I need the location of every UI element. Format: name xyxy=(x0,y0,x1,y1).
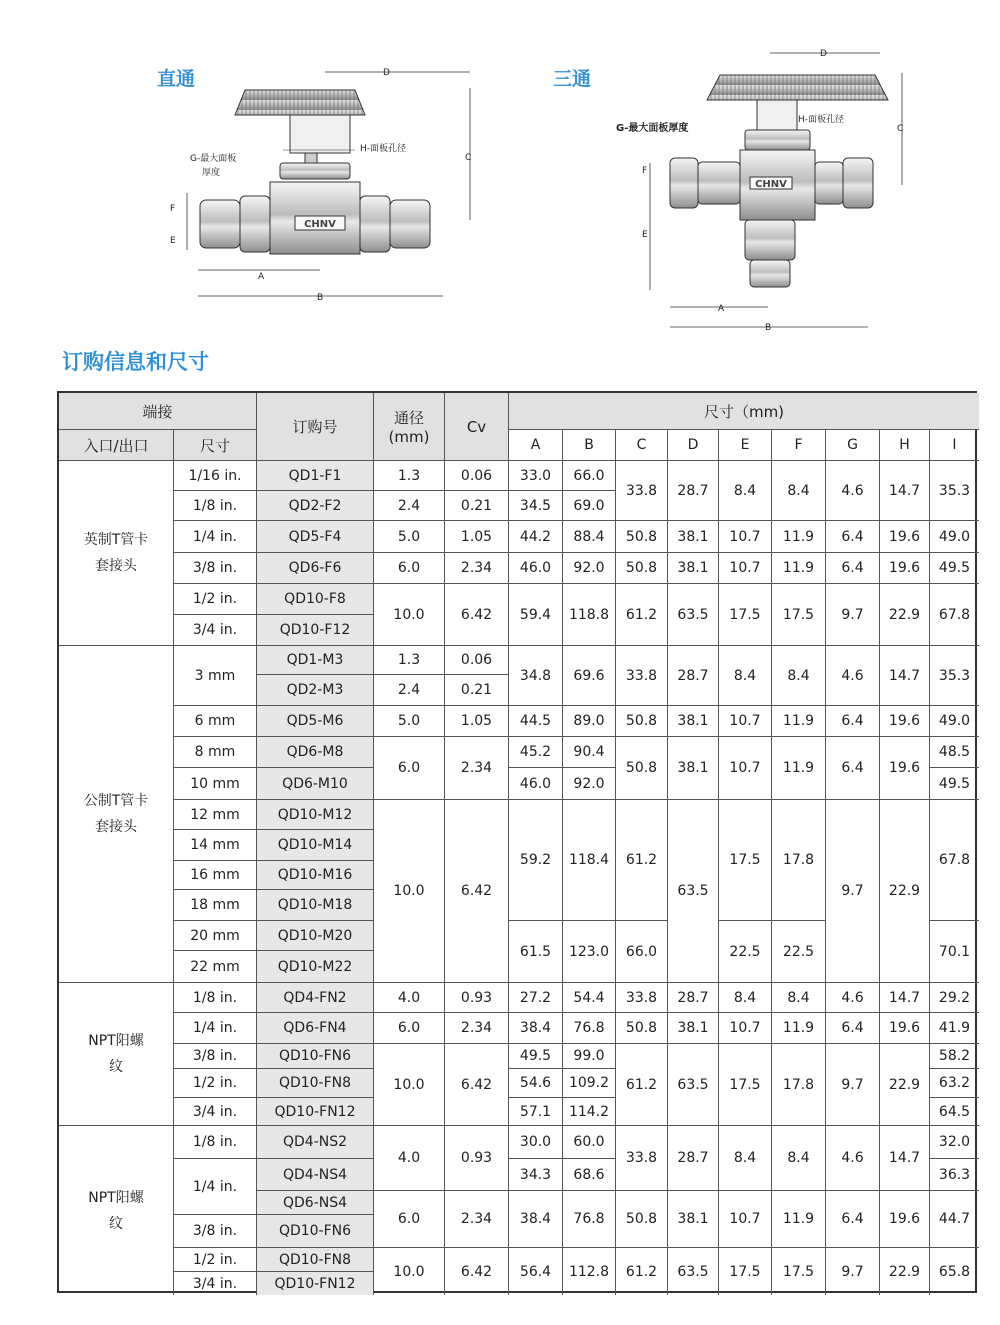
cell-h-ns_top: 14.7 xyxy=(880,1126,930,1191)
header-dim-h: H xyxy=(880,430,930,461)
cell-a-m_big_top: 59.2 xyxy=(509,800,563,921)
cell-i-row-18: 41.9 xyxy=(930,1013,979,1044)
cell-h-row-3: 19.6 xyxy=(880,553,930,584)
cell-f-ns_big: 17.5 xyxy=(772,1248,826,1295)
straight-valve-diagram xyxy=(165,60,485,310)
cell-h-ns_mid: 19.6 xyxy=(880,1191,930,1248)
cell-order-row-9: QD6-M8 xyxy=(257,737,374,768)
header-dim-c: C xyxy=(616,430,668,461)
cell-c-row-2: 50.8 xyxy=(616,521,668,553)
cell-order-row-20: QD10-FN8 xyxy=(257,1069,374,1098)
cell-i-row-3: 49.5 xyxy=(930,553,979,584)
cell-size-row-19: 3/8 in. xyxy=(174,1044,257,1069)
cell-order-row-10: QD6-M10 xyxy=(257,768,374,800)
cell-c-m3: 33.8 xyxy=(616,646,668,706)
cell-b-row-22: 60.0 xyxy=(563,1126,616,1159)
cell-f-row-17: 8.4 xyxy=(772,983,826,1013)
cell-size-row-16: 22 mm xyxy=(174,951,257,983)
cell-i-m_big_bot: 70.1 xyxy=(930,921,979,983)
cell-d-ns_mid: 38.1 xyxy=(668,1191,719,1248)
cell-size-row-26: 1/2 in. xyxy=(174,1248,257,1272)
cell-g-row-8: 6.4 xyxy=(826,706,880,737)
cell-i-row-2: 49.0 xyxy=(930,521,979,553)
cell-h-m_mid: 19.6 xyxy=(880,737,930,800)
cell-order-row-11: QD10-M12 xyxy=(257,800,374,830)
straight-dim-f: F xyxy=(170,204,176,214)
cell-size-row-11: 12 mm xyxy=(174,800,257,830)
cell-i-m3: 35.3 xyxy=(930,646,979,706)
cell-g-m3: 4.6 xyxy=(826,646,880,706)
cell-order-row-4: QD10-F8 xyxy=(257,584,374,615)
cell-f-fn_big: 17.8 xyxy=(772,1044,826,1126)
cell-size-row-8: 6 mm xyxy=(174,706,257,737)
cell-size-row-18: 1/4 in. xyxy=(174,1013,257,1044)
cell-c-ns_top: 33.8 xyxy=(616,1126,668,1191)
cell-g-fn_big: 9.7 xyxy=(826,1044,880,1126)
cell-g-ns_big: 9.7 xyxy=(826,1248,880,1295)
cell-size-row-27: 3/4 in. xyxy=(174,1272,257,1295)
cell-order-row-14: QD10-M18 xyxy=(257,890,374,921)
cell-c-f_big: 61.2 xyxy=(616,584,668,646)
straight-g-label: G-最大面板 xyxy=(190,154,237,164)
cell-i-ns_big: 65.8 xyxy=(938,1263,971,1280)
cell-order-row-13: QD10-M16 xyxy=(257,861,374,890)
cell-size-row-10: 10 mm xyxy=(174,768,257,800)
header-order-number: 订购号 xyxy=(257,393,374,461)
cell-b-row-17: 54.4 xyxy=(563,983,616,1013)
cell-bore-ns_top: 4.0 xyxy=(374,1126,445,1191)
cell-order-row-22: QD4-NS2 xyxy=(257,1126,374,1159)
header-inlet-outlet: 入口/出口 xyxy=(59,430,174,461)
cell-d-row-17: 28.7 xyxy=(668,983,719,1013)
cell-size-row-21: 3/4 in. xyxy=(174,1098,257,1126)
cell-c-f_top_cd: 33.8 xyxy=(616,461,668,521)
cell-h-row-17: 14.7 xyxy=(880,983,930,1013)
cell-h-f_top_cd: 14.7 xyxy=(880,461,930,521)
cell-e-fn_big: 17.5 xyxy=(719,1044,772,1126)
cell-cv-m_big: 6.42 xyxy=(445,800,509,983)
cell-f-m_big_bot: 22.5 xyxy=(772,921,826,983)
cell-a-row-19: 49.5 xyxy=(509,1044,563,1069)
cell-order-row-15: QD10-M20 xyxy=(257,921,374,951)
header-dim-e: E xyxy=(719,430,772,461)
cell-size-row-17: 1/8 in. xyxy=(174,983,257,1013)
group-npt-male-1: NPT阳螺纹 xyxy=(59,983,174,1126)
cell-bore-m_big: 10.0 xyxy=(374,800,445,983)
cell-size-row-2: 1/4 in. xyxy=(174,521,257,553)
cell-g-ns_top: 4.6 xyxy=(826,1126,880,1191)
cell-g-m_mid: 6.4 xyxy=(826,737,880,800)
cell-d-f_top_cd: 28.7 xyxy=(668,461,719,521)
group-imperial-tube: 英制T管卡套接头 xyxy=(59,461,174,646)
cell-bore-row-0: 1.3 xyxy=(374,461,445,491)
cell-size-row-0: 1/16 in. xyxy=(174,461,257,491)
cell-cv-fn_big: 6.42 xyxy=(445,1044,509,1126)
cell-b-row-9: 90.4 xyxy=(563,737,616,768)
cell-i-row-21: 64.5 xyxy=(930,1098,979,1126)
group-npt-male-2: NPT阳螺纹 xyxy=(59,1126,174,1295)
cell-size-row-14: 18 mm xyxy=(174,890,257,921)
header-dim-i: I xyxy=(930,430,979,461)
cell-b-ns_mid: 76.8 xyxy=(563,1191,616,1248)
cell-cv-row-6: 0.06 xyxy=(445,646,509,675)
cell-i-row-23: 36.3 xyxy=(930,1159,979,1191)
cell-cv-row-1: 0.21 xyxy=(445,491,509,521)
cell-d-ns_big: 63.5 xyxy=(668,1248,719,1295)
cell-a-row-23: 34.3 xyxy=(509,1159,563,1191)
cell-cv-ns_top: 0.93 xyxy=(445,1126,509,1191)
cell-size-row-20: 1/2 in. xyxy=(174,1069,257,1098)
cell-d-m_big: 63.5 xyxy=(668,800,719,983)
cell-e-f_big: 17.5 xyxy=(719,584,772,646)
cell-g-row-2: 6.4 xyxy=(826,521,880,553)
cell-order-row-21: QD10-FN12 xyxy=(257,1098,374,1126)
cell-b-row-20: 109.2 xyxy=(563,1069,616,1098)
straight-dim-e: E xyxy=(170,236,176,246)
section-title: 订购信息和尺寸 xyxy=(62,350,209,374)
cell-g-row-17: 4.6 xyxy=(826,983,880,1013)
cell-bore-ns_big: 10.0 xyxy=(374,1248,445,1295)
cell-bore-ns_mid: 6.0 xyxy=(374,1191,445,1248)
header-dim-f: F xyxy=(772,430,826,461)
straight-brand-label: CHNV xyxy=(304,219,336,230)
cell-h-row-8: 19.6 xyxy=(880,706,930,737)
cell-e-m3: 8.4 xyxy=(719,646,772,706)
cell-i-ns_mid: 44.7 xyxy=(930,1191,979,1248)
cell-bore-row-1: 2.4 xyxy=(374,491,445,521)
cell-c-row-17: 33.8 xyxy=(616,983,668,1013)
cell-i-row-10: 49.5 xyxy=(930,768,979,800)
cell-size-row-1: 1/8 in. xyxy=(174,491,257,521)
cell-b-m3: 69.6 xyxy=(563,646,616,706)
cell-c-m_big_bot: 66.0 xyxy=(616,921,668,983)
cell-d-m3: 28.7 xyxy=(668,646,719,706)
straight-dim-b: B xyxy=(317,293,324,303)
cell-cv-row-17: 0.93 xyxy=(445,983,509,1013)
cell-b-row-21: 114.2 xyxy=(563,1098,616,1126)
cell-size-row-4: 1/2 in. xyxy=(174,584,257,615)
cell-f-ns_top: 8.4 xyxy=(772,1126,826,1191)
cell-c-m_mid: 50.8 xyxy=(616,737,668,800)
cell-e-row-2: 10.7 xyxy=(719,521,772,553)
header-bore xyxy=(374,393,445,461)
cell-g-f_big: 9.7 xyxy=(826,584,880,646)
three-way-valve-diagram xyxy=(610,45,910,340)
cell-a-row-1: 34.5 xyxy=(509,491,563,521)
cell-b-row-10: 92.0 xyxy=(563,768,616,800)
cell-order-row-25: QD10-FN6 xyxy=(257,1215,374,1248)
straight-h-label: H-面板孔径 xyxy=(360,144,407,154)
cell-b-row-1: 69.0 xyxy=(563,491,616,521)
straight-dim-c: C xyxy=(465,153,472,163)
cell-f-m_mid: 11.9 xyxy=(772,737,826,800)
three-way-dim-e: E xyxy=(642,230,648,240)
straight-dim-a: A xyxy=(258,272,265,282)
cell-order-row-27: QD10-FN12 xyxy=(257,1272,374,1295)
cell-d-f_big: 63.5 xyxy=(668,584,719,646)
cell-a-row-20: 54.6 xyxy=(509,1069,563,1098)
cell-cv-ns_big: 6.42 xyxy=(445,1248,509,1295)
cell-b-row-19: 99.0 xyxy=(563,1044,616,1069)
three-way-dim-a: A xyxy=(718,304,725,314)
header-cv: Cv xyxy=(445,393,509,461)
cell-size-row-9: 8 mm xyxy=(174,737,257,768)
cell-d-ns_top: 28.7 xyxy=(668,1126,719,1191)
cell-e-ns_mid: 10.7 xyxy=(719,1191,772,1248)
straight-valve-title: 直通 xyxy=(157,68,196,90)
cell-c-ns_big: 61.2 xyxy=(616,1248,668,1295)
cell-h-m3: 14.7 xyxy=(880,646,930,706)
cell-order-row-19: QD10-FN6 xyxy=(257,1044,374,1069)
cell-d-row-3: 38.1 xyxy=(668,553,719,584)
three-way-h-label: H-面板孔径 xyxy=(798,115,845,125)
cell-size-ns_mid: 3/8 in. xyxy=(174,1215,257,1248)
cell-bore-row-17: 4.0 xyxy=(374,983,445,1013)
cell-a-ns_big: 56.4 xyxy=(509,1248,563,1295)
cell-order-row-12: QD10-M14 xyxy=(257,830,374,861)
cell-i-row-8: 49.0 xyxy=(930,706,979,737)
cell-i-f_big: 67.8 xyxy=(930,584,979,646)
cell-b-row-23: 68.6 xyxy=(563,1159,616,1191)
cell-bore-row-18: 6.0 xyxy=(374,1013,445,1044)
cell-order-row-17: QD4-FN2 xyxy=(257,983,374,1013)
group-metric-tube: 公制T管卡套接头 xyxy=(59,646,174,983)
cell-cv-row-8: 1.05 xyxy=(445,706,509,737)
cell-b-m_big_top: 118.4 xyxy=(563,800,616,921)
header-size: 尺寸 xyxy=(174,430,257,461)
cell-order-row-18: QD6-FN4 xyxy=(257,1013,374,1044)
cell-g-ns_mid: 6.4 xyxy=(826,1191,880,1248)
cell-a-row-17: 27.2 xyxy=(509,983,563,1013)
cell-f-row-18: 11.9 xyxy=(772,1013,826,1044)
cell-e-m_big_bot: 22.5 xyxy=(719,921,772,983)
cell-c-row-3: 50.8 xyxy=(616,553,668,584)
header-dim-d: D xyxy=(668,430,719,461)
cell-c-ns_mid: 50.8 xyxy=(616,1191,668,1248)
cell-order-row-8: QD5-M6 xyxy=(257,706,374,737)
cell-d-row-2: 38.1 xyxy=(668,521,719,553)
cell-e-row-8: 10.7 xyxy=(719,706,772,737)
cell-cv-row-18: 2.34 xyxy=(445,1013,509,1044)
cell-size-ns_14: 1/4 in. xyxy=(174,1159,257,1215)
straight-dim-d: D xyxy=(383,68,390,78)
cell-a-row-3: 46.0 xyxy=(509,553,563,584)
cell-a-row-2: 44.2 xyxy=(509,521,563,553)
cell-a-row-21: 57.1 xyxy=(509,1098,563,1126)
header-bore-label: 通径 xyxy=(393,409,424,427)
cell-i-row-19: 58.2 xyxy=(930,1044,979,1069)
cell-size-row-5: 3/4 in. xyxy=(174,615,257,646)
three-way-valve-title: 三通 xyxy=(553,68,592,90)
cell-size-row-13: 16 mm xyxy=(174,861,257,890)
three-way-dim-c: C xyxy=(897,124,904,134)
cell-size-row-15: 20 mm xyxy=(174,921,257,951)
cell-a-row-18: 38.4 xyxy=(509,1013,563,1044)
cell-f-f_top_cd: 8.4 xyxy=(772,461,826,521)
cell-size-m3: 3 mm xyxy=(174,646,257,706)
cell-g-row-3: 6.4 xyxy=(826,553,880,584)
cell-e-row-17: 8.4 xyxy=(719,983,772,1013)
cell-g-m_big: 9.7 xyxy=(826,800,880,983)
cell-h-row-18: 19.6 xyxy=(880,1013,930,1044)
header-dimensions: 尺寸（mm) xyxy=(509,393,979,430)
cell-h-m_big: 22.9 xyxy=(880,800,930,983)
cell-b-row-8: 89.0 xyxy=(563,706,616,737)
three-way-dim-b: B xyxy=(765,323,772,333)
cell-order-row-6: QD1-M3 xyxy=(257,646,374,675)
cell-order-row-5: QD10-F12 xyxy=(257,615,374,646)
cell-size-row-3: 3/8 in. xyxy=(174,553,257,584)
cell-order-row-23: QD4-NS4 xyxy=(257,1159,374,1191)
cell-b-row-3: 92.0 xyxy=(563,553,616,584)
cell-h-fn_big: 22.9 xyxy=(880,1044,930,1126)
cell-a-f_big: 59.4 xyxy=(509,584,563,646)
cell-f-ns_mid: 11.9 xyxy=(772,1191,826,1248)
cell-f-m3: 8.4 xyxy=(772,646,826,706)
cell-b-row-18: 76.8 xyxy=(563,1013,616,1044)
header-dim-a: A xyxy=(509,430,563,461)
cell-a-row-0: 33.0 xyxy=(509,461,563,491)
cell-i-row-22: 32.0 xyxy=(930,1126,979,1159)
cell-bore-row-3: 6.0 xyxy=(374,553,445,584)
cell-order-row-1: QD2-F2 xyxy=(257,491,374,521)
cell-d-row-18: 38.1 xyxy=(668,1013,719,1044)
cell-a-ns_mid: 38.4 xyxy=(509,1191,563,1248)
cell-h-ns_big: 22.9 xyxy=(880,1248,930,1295)
cell-b-m_big_bot: 123.0 xyxy=(563,921,616,983)
cell-b-row-2: 88.4 xyxy=(563,521,616,553)
cell-d-fn_big: 63.5 xyxy=(668,1044,719,1126)
cell-i-row-20: 63.2 xyxy=(930,1069,979,1098)
cell-cv-row-7: 0.21 xyxy=(445,675,509,706)
cell-f-row-3: 11.9 xyxy=(772,553,826,584)
cell-order-row-0: QD1-F1 xyxy=(257,461,374,491)
three-way-dim-f: F xyxy=(642,166,648,176)
cell-a-m_big_bot: 61.5 xyxy=(509,921,563,983)
spec-table xyxy=(57,391,977,1293)
three-way-g-label: G-最大面板厚度 xyxy=(616,123,689,134)
cell-i-f_top_cd: 35.3 xyxy=(930,461,979,521)
cell-bore-fn_big: 10.0 xyxy=(374,1044,445,1126)
cell-b-ns_big: 112.8 xyxy=(563,1248,616,1295)
cell-a-row-22: 30.0 xyxy=(509,1126,563,1159)
cell-bore-row-2: 5.0 xyxy=(374,521,445,553)
cell-c-row-8: 50.8 xyxy=(616,706,668,737)
cell-a-m3: 34.8 xyxy=(509,646,563,706)
cell-bore-m_mid: 6.0 xyxy=(374,737,445,800)
cell-bore-row-7: 2.4 xyxy=(374,675,445,706)
cell-i-row-9: 48.5 xyxy=(930,737,979,768)
cell-e-ns_top: 8.4 xyxy=(719,1126,772,1191)
cell-a-row-9: 45.2 xyxy=(509,737,563,768)
three-way-brand-label: CHNV xyxy=(755,179,787,190)
cell-c-m_big_top: 61.2 xyxy=(616,800,668,921)
cell-cv-m_mid: 2.34 xyxy=(445,737,509,800)
cell-order-row-16: QD10-M22 xyxy=(257,951,374,983)
cell-f-f_big: 17.5 xyxy=(772,584,826,646)
cell-order-row-2: QD5-F4 xyxy=(257,521,374,553)
cell-c-row-18: 50.8 xyxy=(616,1013,668,1044)
cell-d-row-8: 38.1 xyxy=(668,706,719,737)
header-bore-unit: (mm) xyxy=(388,428,430,446)
cell-cv-row-2: 1.05 xyxy=(445,521,509,553)
cell-order-row-26: QD10-FN8 xyxy=(257,1248,374,1272)
cell-order-row-7: QD2-M3 xyxy=(257,675,374,706)
cell-a-row-8: 44.5 xyxy=(509,706,563,737)
cell-b-row-0: 66.0 xyxy=(563,461,616,491)
cell-e-f_top_cd: 8.4 xyxy=(719,461,772,521)
cell-cv-row-0: 0.06 xyxy=(445,461,509,491)
cell-b-f_big: 118.8 xyxy=(563,584,616,646)
cell-cv-row-3: 2.34 xyxy=(445,553,509,584)
cell-h-row-2: 19.6 xyxy=(880,521,930,553)
three-way-dim-d: D xyxy=(820,49,827,59)
cell-size-row-22: 1/8 in. xyxy=(174,1126,257,1159)
cell-e-m_mid: 10.7 xyxy=(719,737,772,800)
cell-c-fn_big: 61.2 xyxy=(616,1044,668,1126)
cell-size-row-12: 14 mm xyxy=(174,830,257,861)
cell-order-row-3: QD6-F6 xyxy=(257,553,374,584)
cell-order-row-24: QD6-NS4 xyxy=(257,1191,374,1215)
cell-f-row-2: 11.9 xyxy=(772,521,826,553)
cell-i-row-17: 29.2 xyxy=(930,983,979,1013)
straight-g-label-2: 厚度 xyxy=(202,168,221,178)
cell-e-row-3: 10.7 xyxy=(719,553,772,584)
cell-cv-ns_mid: 2.34 xyxy=(445,1191,509,1248)
cell-a-row-10: 46.0 xyxy=(509,768,563,800)
cell-cv-f_big: 6.42 xyxy=(445,584,509,646)
cell-e-row-18: 10.7 xyxy=(719,1013,772,1044)
cell-f-m_big_top: 17.8 xyxy=(772,800,826,921)
cell-e-m_big_top: 17.5 xyxy=(719,800,772,921)
header-end-connection: 端接 xyxy=(59,393,257,430)
cell-bore-f_big: 10.0 xyxy=(374,584,445,646)
header-dim-b: B xyxy=(563,430,616,461)
cell-e-ns_big: 17.5 xyxy=(719,1248,772,1295)
cell-bore-row-8: 5.0 xyxy=(374,706,445,737)
cell-d-m_mid: 38.1 xyxy=(668,737,719,800)
cell-g-f_top_cd: 4.6 xyxy=(826,461,880,521)
cell-f-row-8: 11.9 xyxy=(772,706,826,737)
cell-h-f_big: 22.9 xyxy=(880,584,930,646)
cell-i-m_big_top: 67.8 xyxy=(930,800,979,921)
header-dim-g: G xyxy=(826,430,880,461)
cell-g-row-18: 6.4 xyxy=(826,1013,880,1044)
cell-bore-row-6: 1.3 xyxy=(374,646,445,675)
